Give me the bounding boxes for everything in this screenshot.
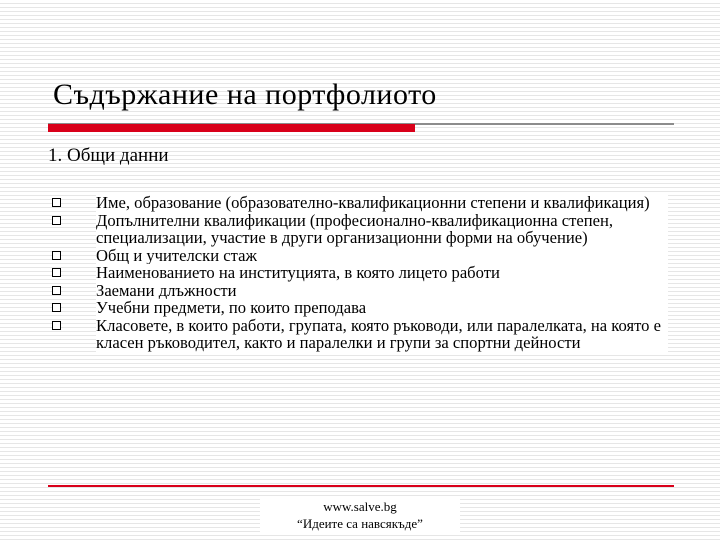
hollow-square-bullet-icon — [52, 216, 61, 225]
bullet-text: Класовете, в които работи, групата, която ръководи, или паралелката, на която е класен ръководител, както и паралелки и групи за спортни дейности — [96, 317, 668, 352]
list-item — [48, 194, 668, 212]
hollow-square-bullet-icon — [52, 198, 61, 207]
section-heading: 1. Общи данни — [48, 145, 169, 166]
footer-website: www.salve.bg — [260, 498, 460, 515]
bullet-text: Име, образование (образователно-квалификационни степени и квалификация) — [96, 194, 668, 212]
list-item — [48, 317, 668, 352]
hollow-square-bullet-icon — [52, 251, 61, 260]
list-item — [48, 299, 668, 317]
list-item — [48, 212, 668, 247]
bullet-text: Заемани длъжности — [96, 282, 668, 300]
footer-divider — [48, 485, 674, 487]
hollow-square-bullet-icon — [52, 268, 61, 277]
hollow-square-bullet-icon — [52, 321, 61, 330]
title-underline-red-accent — [48, 124, 415, 132]
bullet-text: Наименованието на институцията, в която лицето работи — [96, 264, 668, 282]
footer — [260, 498, 460, 532]
hollow-square-bullet-icon — [52, 286, 61, 295]
list-item — [48, 282, 668, 300]
list-item — [48, 247, 668, 265]
bullet-list — [48, 194, 668, 352]
footer-slogan: “Идеите са навсякъде” — [260, 515, 460, 532]
hollow-square-bullet-icon — [52, 303, 61, 312]
bullet-text: Допълнителни квалификации (професионално-квалификационна степен, специализации, участие в други организационни форми на обучение) — [96, 212, 668, 247]
bullet-text: Учебни предмети, по които преподава — [96, 299, 668, 317]
list-item — [48, 264, 668, 282]
bullet-text: Общ и учителски стаж — [96, 247, 668, 265]
slide-title: Съдържание на портфолиото — [53, 78, 437, 111]
